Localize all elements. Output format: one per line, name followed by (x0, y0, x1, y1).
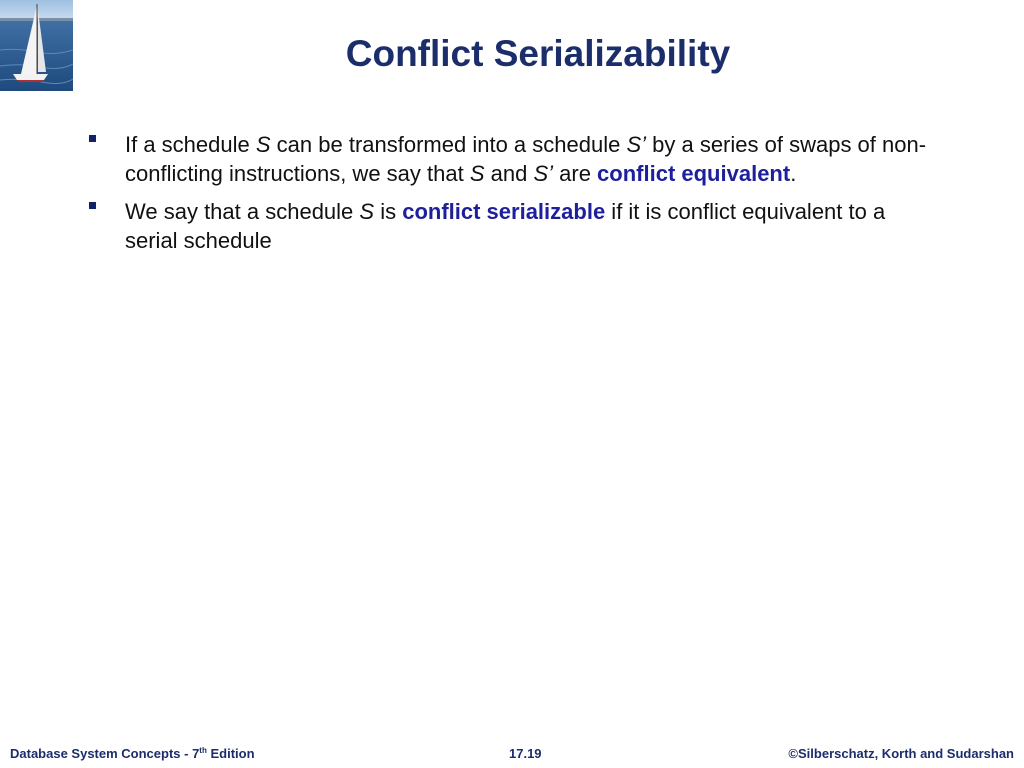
bullet-item-conflict-equivalent (88, 130, 938, 188)
text-segment: are (553, 161, 598, 186)
text-segment: can be transformed into a schedule (270, 132, 627, 157)
slide-footer (0, 746, 1024, 764)
footer-book-suffix: Edition (206, 746, 255, 761)
footer-book-sup: th (199, 746, 207, 755)
text-segment: is (374, 199, 403, 224)
bullet-text (125, 199, 885, 253)
slide-title: Conflict Serializability (345, 33, 731, 74)
schedule-symbol: S (469, 161, 485, 186)
text-segment: We say that a schedule (125, 199, 360, 224)
footer-page-number: 17.19 (509, 746, 542, 761)
highlighted-term: conflict equivalent (597, 161, 791, 186)
text-segment: . (790, 161, 797, 186)
highlighted-term: conflict serializable (402, 199, 606, 224)
schedule-symbol: S’ (626, 132, 647, 157)
text-segment: if it is conflict equivalent to a serial schedule (125, 199, 886, 253)
text-segment: If a schedule (125, 132, 256, 157)
square-bullet-icon (89, 202, 96, 209)
bullet-text (125, 132, 926, 186)
text-segment: by a series of swaps of non-conflicting instructions, we say that (125, 132, 927, 186)
footer-book-title (10, 746, 255, 761)
schedule-symbol: S (359, 199, 375, 224)
footer-copyright: ©Silberschatz, Korth and Sudarshan (788, 746, 1014, 761)
schedule-symbol: S’ (533, 161, 554, 186)
square-bullet-icon (89, 135, 96, 142)
bullet-item-conflict-serializable (88, 197, 938, 255)
text-segment: and (484, 161, 534, 186)
footer-book-text: Database System Concepts - 7 (10, 746, 200, 761)
schedule-symbol: S (255, 132, 271, 157)
bullet-list (88, 130, 938, 264)
